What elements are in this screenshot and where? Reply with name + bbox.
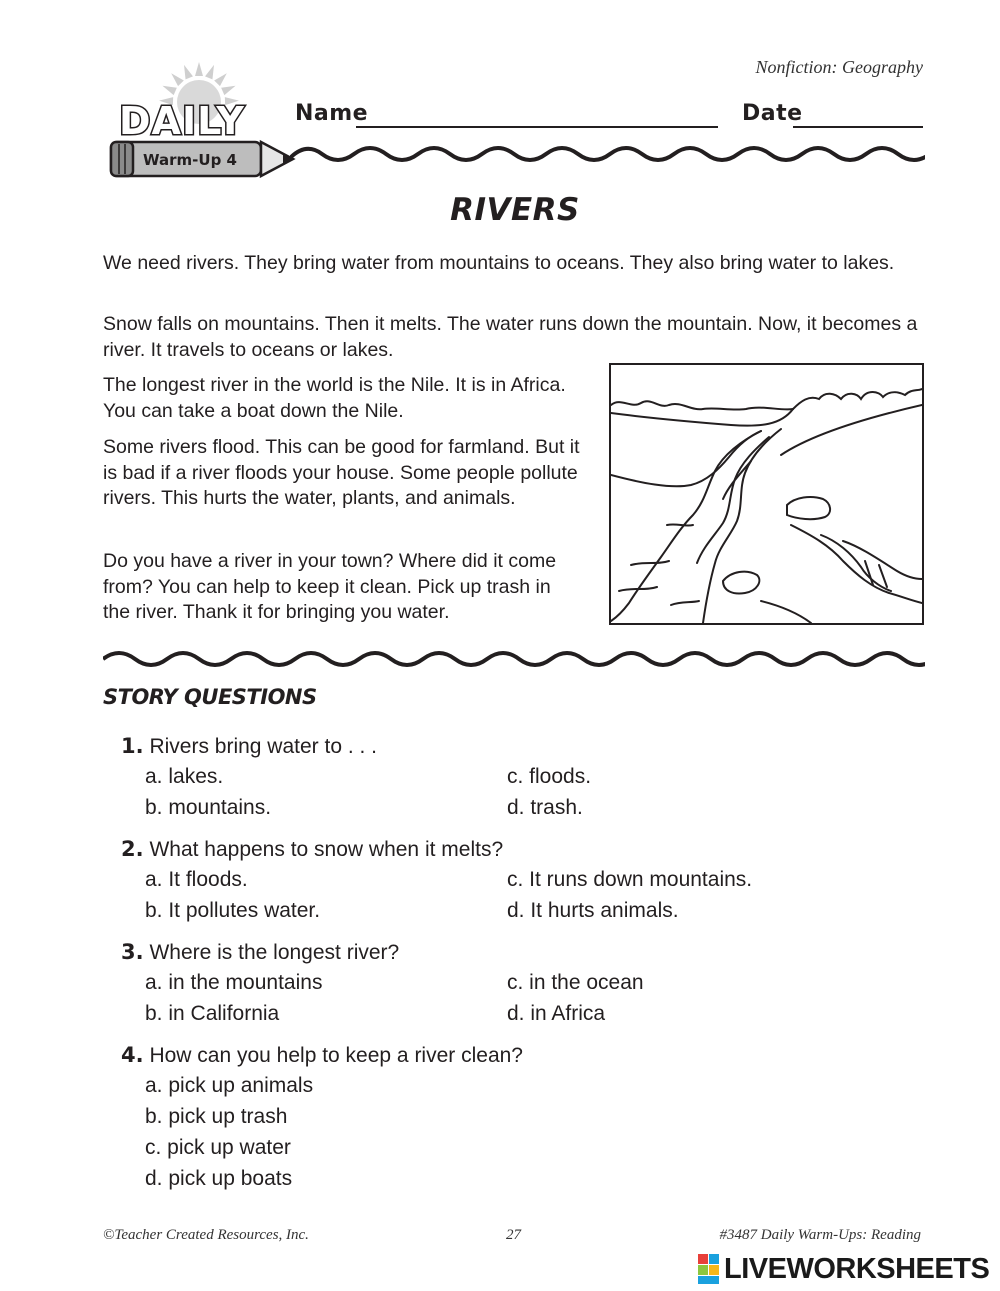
date-line — [793, 126, 923, 128]
river-drawing — [611, 365, 922, 623]
question-text: How can you help to keep a river clean? — [149, 1044, 523, 1067]
question-number: 1. — [121, 734, 144, 758]
passage-paragraph: Snow falls on mountains. Then it melts. The water runs down the mountain. Now, it becomes a river. It travels to oceans or lakes. — [103, 313, 918, 361]
liveworksheets-watermark[interactable]: LIVEWORKSHEETS — [724, 1253, 990, 1285]
answer-option[interactable]: c. floods. — [507, 765, 592, 788]
answer-option[interactable]: c. It runs down mountains. — [507, 868, 753, 891]
river-illustration — [609, 363, 924, 625]
answer-option[interactable]: a. in the mountains — [145, 971, 323, 994]
answer-option[interactable]: a. pick up animals — [145, 1074, 314, 1097]
question-number: 2. — [121, 837, 144, 861]
answer-option[interactable]: b. in California — [145, 1002, 280, 1025]
answer-option[interactable]: a. It floods. — [145, 868, 248, 891]
logo-text: DAILY — [119, 99, 245, 143]
answer-option[interactable]: b. mountains. — [145, 796, 272, 819]
passage-paragraph: The longest river in the world is the Nile. It is in Africa. You can take a boat down the Nile. — [103, 374, 566, 422]
passage-paragraph: We need rivers. They bring water from mountains to oceans. They also bring water to lakes. — [103, 252, 895, 274]
answer-option[interactable]: a. lakes. — [145, 765, 224, 788]
question-2 — [121, 837, 503, 862]
answer-option[interactable]: d. pick up boats — [145, 1167, 293, 1190]
name-line — [356, 126, 718, 128]
question-1 — [121, 734, 377, 759]
footer-book-title: #3487 Daily Warm-Ups: Reading — [719, 1227, 921, 1243]
wavy-divider-top — [290, 138, 925, 168]
question-text: Rivers bring water to . . . — [149, 735, 378, 758]
page-title: RIVERS — [450, 192, 580, 228]
question-4 — [121, 1043, 523, 1068]
daily-warmup-logo — [103, 62, 303, 186]
answer-option[interactable]: d. It hurts animals. — [507, 899, 679, 922]
answer-option[interactable]: b. pick up trash — [145, 1105, 288, 1128]
question-text: Where is the longest river? — [149, 941, 400, 964]
answer-option[interactable]: c. in the ocean — [507, 971, 644, 994]
category-label: Nonfiction: Geography — [755, 57, 923, 77]
question-number: 4. — [121, 1043, 144, 1067]
question-number: 3. — [121, 940, 144, 964]
passage-paragraph: Do you have a river in your town? Where did it come from? You can help to keep it clean. Pick up trash in the river. Thank it for bringing you water. — [103, 550, 557, 623]
logo-subtext: Warm-Up 4 — [143, 151, 237, 169]
answer-option[interactable]: d. in Africa — [507, 1002, 606, 1025]
question-3 — [121, 940, 399, 965]
footer-copyright: ©Teacher Created Resources, Inc. — [103, 1227, 309, 1243]
answer-option[interactable]: c. pick up water — [145, 1136, 291, 1159]
answer-option[interactable]: b. It pollutes water. — [145, 899, 321, 922]
footer-page-number: 27 — [506, 1227, 521, 1243]
wavy-divider-middle — [103, 643, 925, 673]
passage-paragraph: Some rivers flood. This can be good for farmland. But it is bad if a river floods your house. Some people pollute rivers. This hurts the water, plants, and animals. — [103, 436, 580, 509]
liveworksheets-logo-icon — [697, 1252, 723, 1286]
name-label: Name — [295, 101, 369, 126]
date-label: Date — [742, 101, 803, 126]
story-questions-heading: STORY QUESTIONS — [103, 685, 317, 709]
answer-option[interactable]: d. trash. — [507, 796, 583, 819]
question-text: What happens to snow when it melts? — [149, 838, 504, 861]
